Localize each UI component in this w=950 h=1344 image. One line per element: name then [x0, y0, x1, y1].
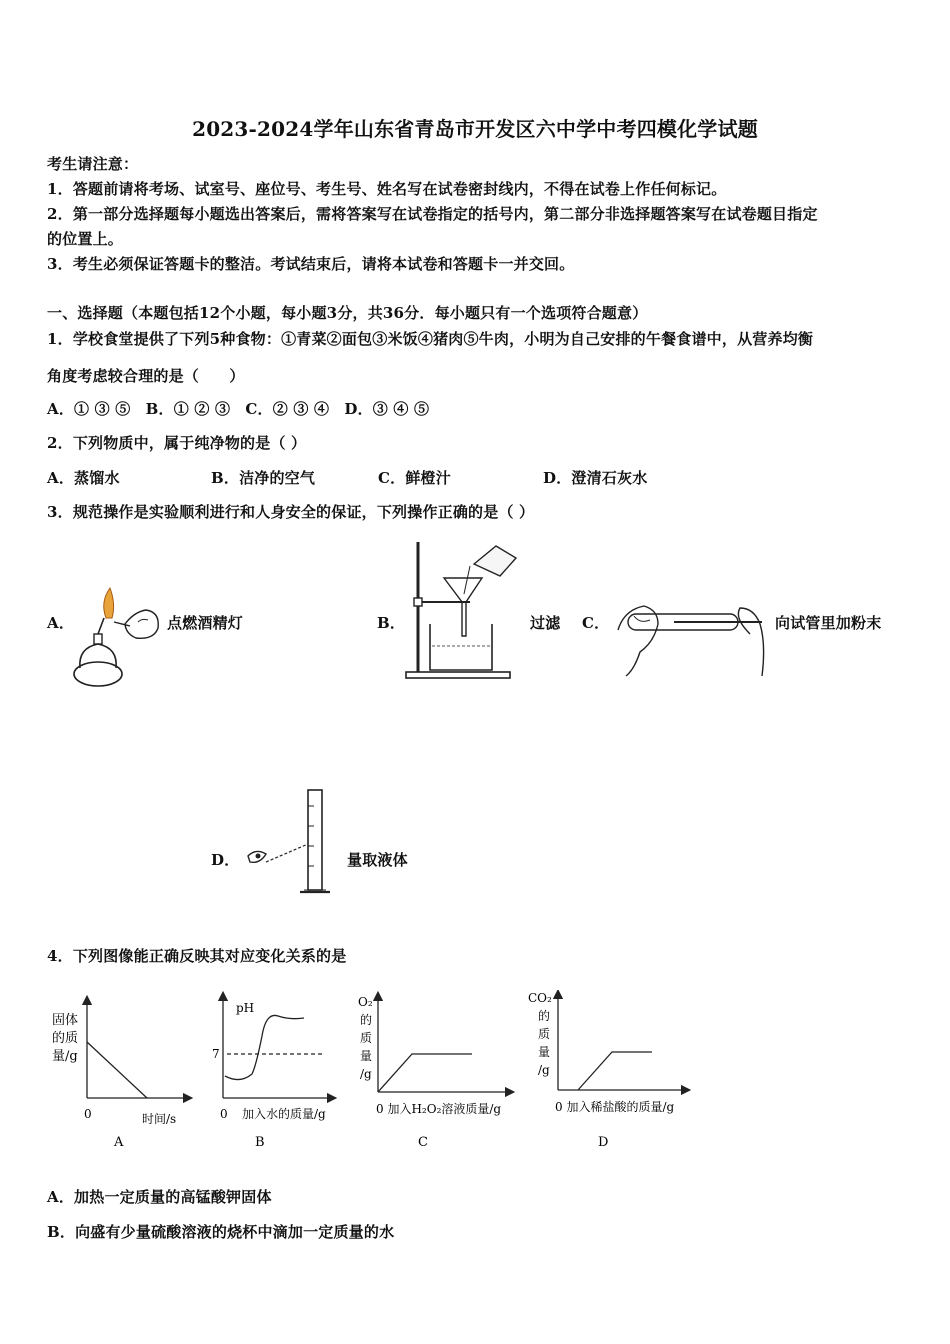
q3-option-a-label: 点燃酒精灯 — [167, 614, 244, 632]
graph-b-ylabel: pH — [236, 1001, 255, 1015]
notice-heading: 考生请注意： — [47, 155, 139, 173]
q2-option-a: A．蒸馏水 — [47, 469, 120, 487]
graph-d-ylabel-4: 量 — [538, 1045, 551, 1059]
q4-option-a: A．加热一定质量的高锰酸钾固体 — [47, 1188, 272, 1206]
q1-stem-line1: 1．学校食堂提供了下列5种食物：①青菜②面包③米饭④猪肉⑤牛肉，小明为自己安排的午餐食谱中，从营养均衡 — [47, 330, 814, 348]
q3-stem: 3．规范操作是实验顺利进行和人身安全的保证，下列操作正确的是（ ） — [47, 503, 535, 521]
q3-option-d-label: 量取液体 — [347, 851, 408, 869]
graph-a — [52, 1000, 188, 1150]
graph-c-xlabel: 0 加入H₂O₂溶液质量/g — [376, 1102, 502, 1116]
q3-option-b-label: 过滤 — [530, 614, 561, 632]
graph-d-line — [578, 1052, 652, 1090]
q4-option-b: B．向盛有少量硫酸溶液的烧杯中滴加一定质量的水 — [47, 1223, 395, 1241]
graph-b — [212, 996, 332, 1150]
alcohol-lamp-figure — [70, 582, 170, 690]
graph-d-ylabel-3: 质 — [538, 1027, 551, 1041]
graph-c-ylabel-3: 质 — [360, 1031, 373, 1045]
graph-c — [358, 995, 510, 1150]
q3-option-c-label: 向试管里加粉末 — [775, 614, 882, 632]
graph-d-ylabel-2: 的 — [538, 1009, 551, 1023]
graph-c-ylabel-1: O₂ — [358, 995, 373, 1009]
graph-d-ylabel-1: CO₂ — [528, 991, 552, 1005]
filtration-figure — [404, 536, 528, 682]
graph-c-ylabel-2: 的 — [360, 1013, 373, 1027]
graph-b-origin: 0 — [220, 1107, 228, 1121]
q4-stem: 4．下列图像能正确反映其对应变化关系的是 — [47, 947, 347, 965]
section-heading: 一、选择题（本题包括12个小题，每小题3分，共36分．每小题只有一个选项符合题意） — [47, 304, 648, 322]
q3-option-b-letter: B． — [377, 614, 406, 632]
q3-option-d-letter: D． — [211, 851, 240, 869]
graph-b-curve — [225, 1015, 304, 1079]
graph-b-caption: B — [255, 1135, 265, 1150]
graph-a-origin: 0 — [84, 1107, 92, 1121]
graph-d-caption: D — [598, 1135, 609, 1150]
q3-option-a-letter: A． — [47, 614, 75, 632]
graph-c-caption: C — [418, 1135, 428, 1150]
graph-a-caption: A — [114, 1135, 124, 1150]
graph-d — [528, 991, 686, 1150]
q4-graphs — [40, 990, 720, 1155]
notice-line-2b: 的位置上。 — [47, 230, 124, 248]
graph-d-xlabel: 0 加入稀盐酸的质量/g — [555, 1100, 675, 1114]
q2-option-c: C．鲜橙汁 — [378, 469, 451, 487]
graph-a-ylabel-1: 固体 — [52, 1013, 79, 1028]
graph-a-line — [87, 1042, 147, 1098]
graph-d-ylabel-5: /g — [538, 1063, 550, 1077]
q1-options: A．① ③ ⑤ B．① ② ③ C．② ③ ④ D．③ ④ ⑤ — [47, 400, 430, 418]
graduated-cylinder-figure — [244, 786, 334, 902]
notice-line-2a: 2．第一部分选择题每小题选出答案后，需将答案写在试卷指定的括号内，第二部分非选择题答案写在试卷题目指定 — [47, 205, 818, 223]
notice-line-3: 3．考生必须保证答题卡的整洁。考试结束后，请将本试卷和答题卡一并交回。 — [47, 255, 575, 273]
q2-stem: 2．下列物质中，属于纯净物的是（ ） — [47, 434, 307, 452]
test-tube-powder-figure — [614, 594, 770, 680]
notice-line-1: 1．答题前请将考场、试室号、座位号、考生号、姓名写在试卷密封线内，不得在试卷上作任何标记。 — [47, 180, 727, 198]
graph-c-line — [378, 1054, 472, 1092]
q1-stem-line2: 角度考虑较合理的是（ ） — [47, 367, 245, 385]
q2-option-d: D．澄清石灰水 — [543, 469, 648, 487]
graph-a-ylabel-3: 量/g — [52, 1049, 78, 1064]
graph-a-ylabel-2: 的质 — [52, 1031, 79, 1046]
graph-c-ylabel-4: 量 — [360, 1049, 373, 1063]
page-title: 2023-2024学年山东省青岛市开发区六中学中考四模化学试题 — [192, 117, 758, 141]
graph-a-xlabel: 时间/s — [142, 1112, 177, 1126]
graph-b-tick-7: 7 — [212, 1047, 220, 1061]
q3-option-c-letter: C． — [582, 614, 610, 632]
graph-b-xlabel: 加入水的质量/g — [242, 1107, 326, 1121]
q2-option-b: B．洁净的空气 — [211, 469, 316, 487]
graph-c-ylabel-5: /g — [360, 1067, 372, 1081]
